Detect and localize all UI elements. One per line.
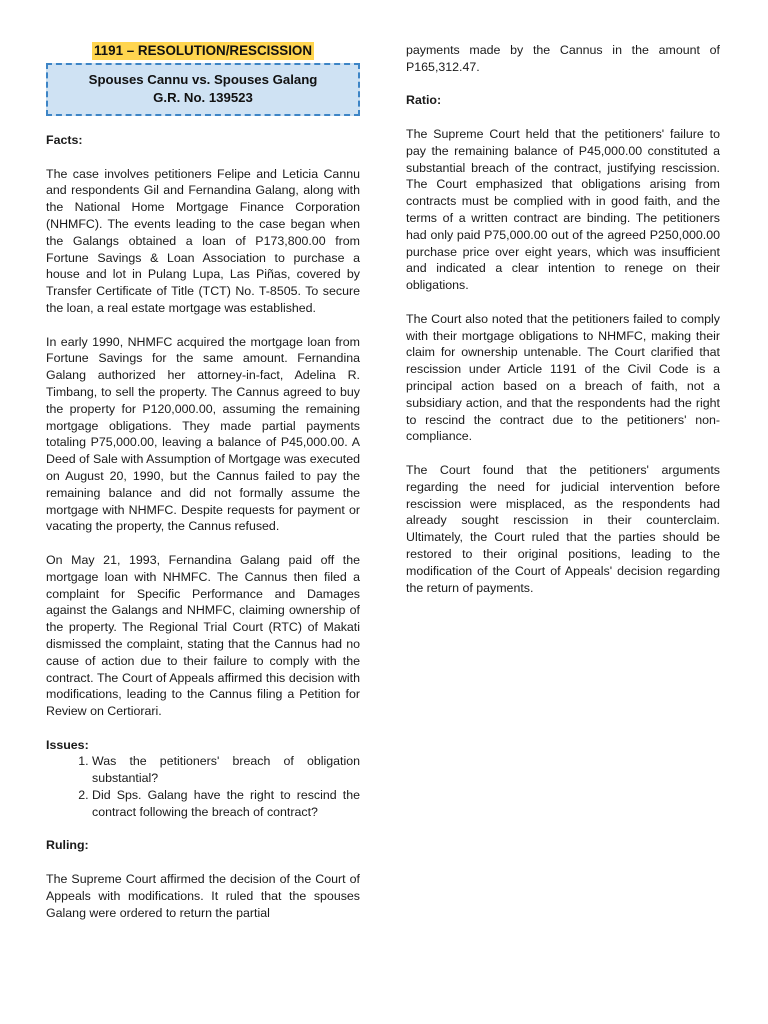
- ruling-text-part-1: The Supreme Court affirmed the decision of the Court of Appeals with modifications. It ruled that the spouses Galang were ordered to return the partial: [46, 872, 360, 920]
- issue-item-1: 1. Was the petitioners' breach of obligation substantial?: [92, 753, 360, 787]
- ratio-label: Ratio:: [406, 93, 442, 108]
- issues-list: [46, 753, 360, 820]
- case-number: G.R. No. 139523: [153, 90, 253, 105]
- facts-paragraph-2: In early 1990, NHMFC acquired the mortgage loan from Fortune Savings for the same amount. Fernandina Galang authorized her attorney-in-fact, Adelina R. Timbang, to sell the property. The Cannus agreed to buy the property for P120,000.00, assuming the remaining mortgage obligations. They made partial payments totaling P75,000.00, leaving a balance of P45,000.00. A Deed of Sale with Assumption of Mortgage was executed on August 20, 1990, but the Cannus failed to pay the remaining balance and did not formally assume the mortgage with NHMFC. Despite requests for payment or vacating the property, the Cannus refused.: [46, 334, 360, 534]
- title-wrap: [46, 42, 360, 60]
- issue-item-2: 2. Did Sps. Galang have the right to rescind the contract following the breach of contract?: [92, 787, 360, 821]
- ruling-label: Ruling:: [46, 838, 89, 853]
- ruling-text-part-2: payments made by the Cannus in the amount of P165,312.47.: [406, 43, 720, 74]
- ratio-paragraph-3: The Court found that the petitioners' arguments regarding the need for judicial intervention before rescission were misplaced, as the respondents had already sought rescission in their counterclaim. Ultimately, the Court ruled that the parties should be restored to their original positions, leading to the modification of the Court of Appeals' decision regarding the return of payments.: [406, 462, 720, 595]
- ratio-paragraph-2: The Court also noted that the petitioners failed to comply with their mortgage obligations to NHMFC, making their claim for ownership untenable. The Court clarified that rescission under Article 1191 of the Civil Code is a principal action based on a breach of faith, not a subsidiary action, and that the respondents had the right to rescind the contract due to the petitioners' non-compliance.: [406, 311, 720, 444]
- case-title-box: [46, 63, 360, 116]
- right-column: [406, 42, 720, 596]
- issues-label: Issues:: [46, 737, 89, 752]
- facts-label: Facts:: [46, 133, 83, 147]
- left-column: [46, 42, 360, 921]
- ratio-paragraph-1: The Supreme Court held that the petitioners' failure to pay the remaining balance of P45,000.00 constituted a substantial breach of the contract, justifying rescission. The Court emphasized that obligations arising from contracts must be complied with in good faith, and the terms of a written contract are binding. The petitioners had only paid P75,000.00 out of the agreed P250,000.00 purchase price over eight years, which was insufficient and indicated a clear intention to renege on their obligations.: [406, 126, 720, 293]
- facts-paragraph-3: On May 21, 1993, Fernandina Galang paid off the mortgage loan with NHMFC. The Cannus then filed a complaint for Specific Performance and Damages against the Galangs and NHMFC, claiming ownership of the property. The Regional Trial Court (RTC) of Makati dismissed the complaint, stating that the Cannus had no cause of action due to their failure to comply with the contract. The Court of Appeals affirmed this decision with modifications, leading to the Cannus filing a Petition for Review on Certiorari.: [46, 552, 360, 719]
- case-name: Spouses Cannu vs. Spouses Galang: [88, 72, 318, 87]
- facts-paragraph-1: The case involves petitioners Felipe and Leticia Cannu and respondents Gil and Fernandina Galang, along with the National Home Mortgage Finance Corporation (NHMFC). The events leading to the case began when the Galangs obtained a loan of P173,800.00 from Fortune Savings & Loan Association to purchase a house and lot in Pulang Lupa, Las Piñas, covered by Transfer Certificate of Title (TCT) No. T-8505. To secure the loan, a real estate mortgage was established.: [46, 166, 360, 315]
- document-title: 1191 – RESOLUTION/RESCISSION: [93, 43, 313, 58]
